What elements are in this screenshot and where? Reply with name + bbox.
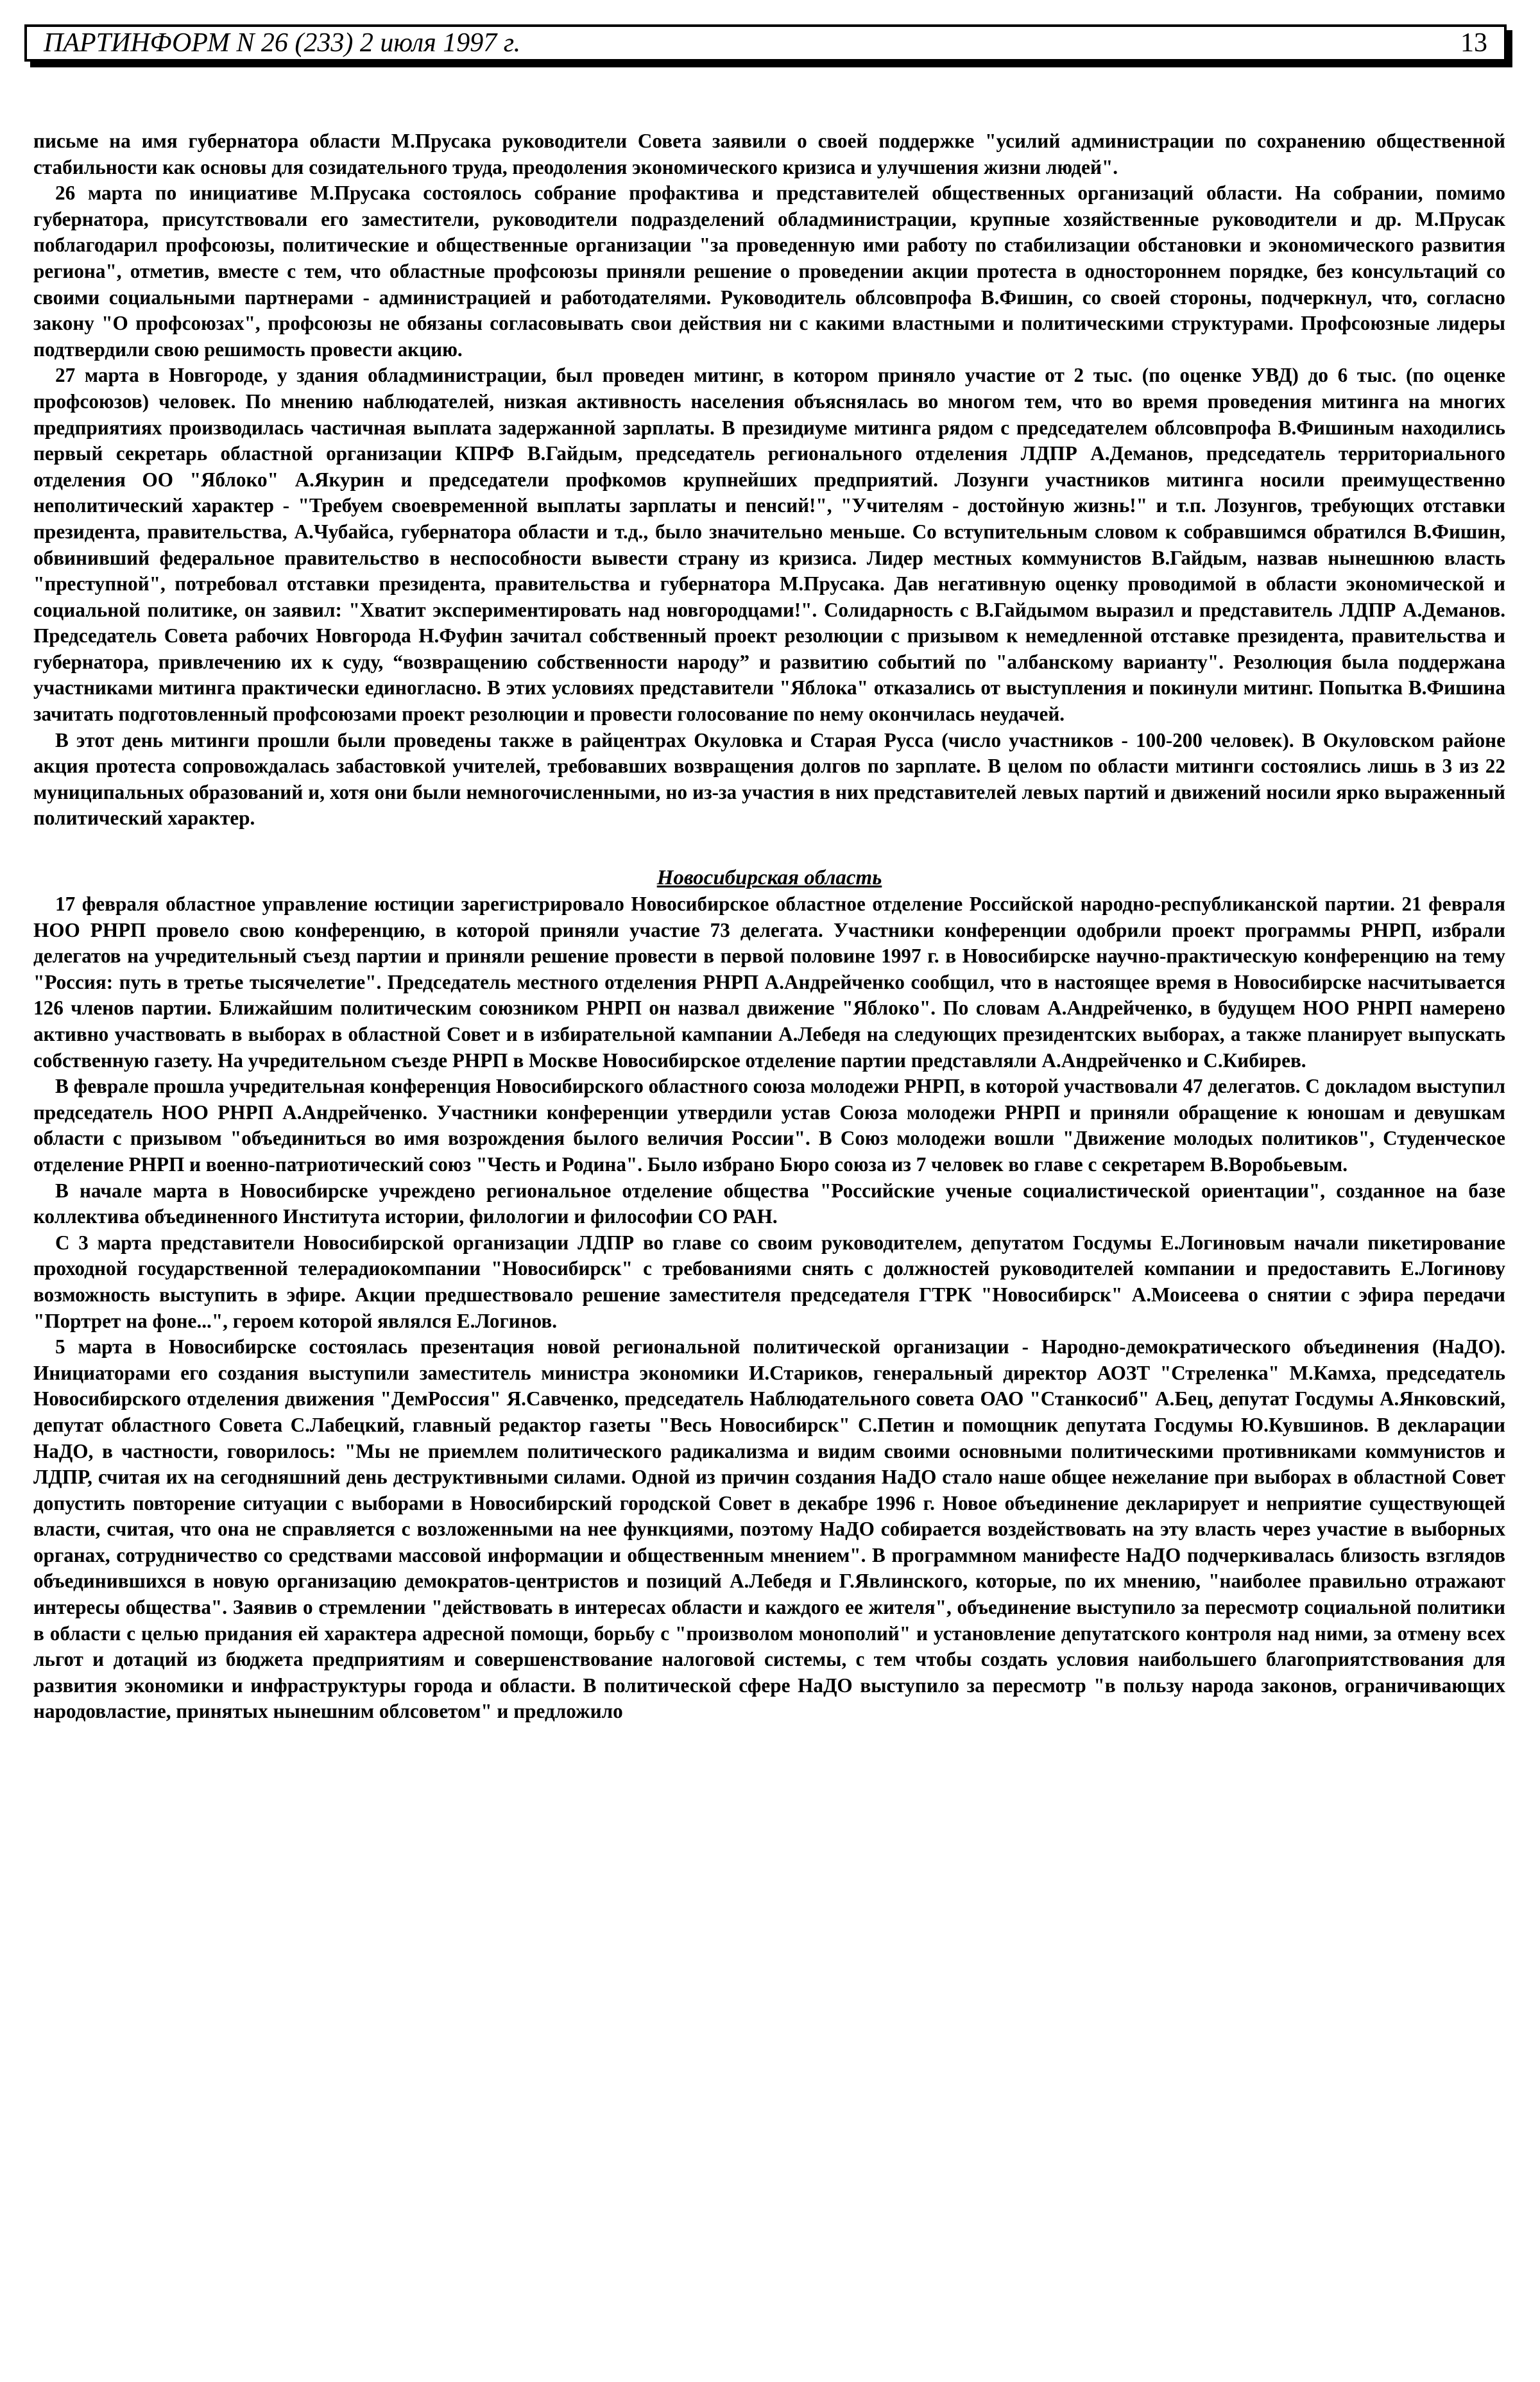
paragraph: письме на имя губернатора области М.Прусака руководители Совета заявили о своей поддержке "усилий администрации по сохранению общественной стабильности как основы для созидательного труда, преодоления экономического кризиса и улучшения жизни людей". [33, 130, 1505, 178]
paragraph: 17 февраля областное управление юстиции зарегистрировало Новосибирское областное отделение Российской народно-республиканской партии. 21 февраля НОО РНРП провело свою конференцию, в которой приняли участие 73 делегата. Участники конференции одобрили проект программы РНРП, избрали делегатов на учредительный съезд партии и приняли решение провести в первой половине 1997 г. в Новосибирске научно-практическую конференцию на тему "Россия: путь в третье тысячелетие". Председатель местного отделения РНРП А.Андрейченко сообщил, что в настоящее время в Новосибирске насчитывается 126 членов партии. Ближайшим политическим союзником РНРП он назвал движение "Яблоко". По словам А.Андрейченко, в будущем НОО РНРП намерено активно участвовать в выборах в областной Совет и в избирательной кампании А.Лебедя на следующих президентских выборах, а также планирует выпускать собственную газету. На учредительном съезде РНРП в Москве Новосибирское отделение партии представляли А.Андрейченко и С.Кибирев. [33, 893, 1505, 1072]
page-header [24, 24, 1507, 62]
article-body [33, 128, 1505, 1725]
paragraph: С 3 марта представители Новосибирской организации ЛДПР во главе со своим руководителем, депутатом Госдумы Е.Логиновым начали пикетирование проходной государственной телерадиокомпании "Новосибирск" с требованиями снять с должностей руководителей компании и предоставить Е.Логинову возможность выступить в эфире. Акции предшествовало решение заместителя председателя ГТРК "Новосибирск" А.Моисеева о снятии с эфира передачи "Портрет на фоне...", героем которой являлся Е.Логинов. [33, 1231, 1505, 1332]
paragraph: В этот день митинги прошли были проведены также в райцентрах Окуловка и Старая Русса (число участников - 100-200 человек). В Окуловском районе акция протеста сопровождалась забастовкой учителей, требовавших возвращения долгов по зарплате. В целом по области митинги состоялись лишь в 3 из 22 муниципальных образований и, хотя они были немногочисленными, но из-за участия в них представителей левых партий и движений носили ярко выраженный политический характер. [33, 728, 1505, 830]
header-title: ПАРТИНФОРМ N 26 (233) 2 июля 1997 г. [44, 28, 521, 58]
paragraph: В начале марта в Новосибирске учреждено региональное отделение общества "Российские ученые социалистической ориентации", созданное на базе коллектива объединенного Института истории, филологии и философии СО РАН. [33, 1179, 1505, 1228]
paragraph: В феврале прошла учредительная конференция Новосибирского областного союза молодежи РНРП, в которой участвовали 47 делегатов. С докладом выступил председатель НОО РНРП А.Андрейченко. Участники конференции утвердили устав Союза молодежи РНРП и приняли обращение к юношам и девушкам области с призывом "объединиться во имя возрождения былого величия России". В Союз молодежи вошли "Движение молодых политиков", Студенческое отделение РНРП и военно-патриотический союз "Честь и Родина". Было избрано Бюро союза из 7 человек во главе с секретарем В.Воробьевым. [33, 1075, 1505, 1176]
paragraph: 5 марта в Новосибирске состоялась презентация новой региональной политической организации - Народно-демократического объединения (НаДО). Инициаторами его создания выступили заместитель министра экономики И.Стариков, генеральный директор АОЗТ "Стреленка" М.Камха, председатель Новосибирского отделения движения "ДемРоссия" Я.Савченко, председатель Наблюдательного совета ОАО "Станкосиб" А.Бец, депутат Госдумы А.Янковский, депутат областного Совета С.Лабецкий, главный редактор газеты "Весь Новосибирск" С.Петин и помощник депутата Госдумы Ю.Кувшинов. В декларации НаДО, в частности, говорилось: "Мы не приемлем политического радикализма и видим своими основными политическими противниками коммунистов и ЛДПР, считая их на сегодняшний день деструктивными силами. Одной из причин создания НаДО стало наше общее нежелание при выборах в областной Совет допустить повторение ситуации с выборами в Новосибирский городской Совет в декабре 1996 г. Новое объединение декларирует и неприятие существующей власти, считая, что она не справляется с возложенными на нее функциями, поэтому НаДО собирается воздействовать на эту власть через участие в выборных органах, сотрудничество со средствами массовой информации и общественным мнением". В программном манифесте НаДО подчеркивалась близость взглядов объединившихся в новую организацию демократов-центристов и позиций А.Лебедя и Г.Явлинского, которые, по их мнению, "наиболее правильно отражают интересы общества". Заявив о стремлении "действовать в интересах области и каждого ее жителя", объединение выступило за пересмотр социальной политики в области с целью придания ей характера адресной помощи, борьбу с "произволом монополий" и установление депутатского контроля над ними, за отмену всех льгот и дотаций из бюджета предприятиям и совершенствование налоговой системы, с тем чтобы создать условия наибольшего благоприятствования для развития экономики и инфраструктуры города и области. В политической сфере НаДО выступило за пересмотр "в пользу народа законов, ограничивающих народовластие, принятых нынешним облсоветом" и предложило [33, 1335, 1505, 1723]
paragraph: 27 марта в Новгороде, у здания обладминистрации, был проведен митинг, в котором приняло участие от 2 тыс. (по оценке УВД) до 6 тыс. (по оценке профсоюзов) человек. По мнению наблюдателей, низкая активность населения объяснялась во многом тем, что во время проведения митинга на многих предприятиях производилась частичная выплата задержанной зарплаты. В президиуме митинга рядом с председателем облсовпрофа В.Фишиным находились первый секретарь областной организации КПРФ В.Гайдым, председатель регионального отделения ЛДПР А.Деманов, председатель территориального отделения ОО "Яблоко" А.Якурин и председатели профкомов крупнейших предприятий. Лозунги участников митинга носили преимущественно неполитический характер - "Требуем своевременной выплаты зарплаты и пенсий!", "Учителям - достойную жизнь!" и т.п. Лозунгов, требующих отставки президента, правительства, А.Чубайса, губернатора области и т.д., было значительно меньше. Со вступительным словом к собравшимся обратился В.Фишин, обвинивший федеральное правительство в неспособности вывести страну из кризиса. Лидер местных коммунистов В.Гайдым, назвав нынешнюю власть "преступной", потребовал отставки президента, правительства и губернатора М.Прусака. Дав негативную оценку проводимой в области экономической и социальной политике, он заявил: "Хватит экспериментировать над новгородцами!". Солидарность с В.Гайдымом выразил и представитель ЛДПР А.Деманов. Председатель Совета рабочих Новгорода Н.Фуфин зачитал собственный проект резолюции с призывом к немедленной отставке президента, правительства и губернатора, привлечению их к суду, “возвращению собственности народу” и развитию событий по "албанскому варианту". Резолюция была поддержана участниками митинга практически единогласно. В этих условиях представители "Яблока" отказались от выступления и покинули митинг. Попытка В.Фишина зачитать подготовленный профсоюзами проект резолюции и провести голосование по нему окончилась неудачей. [33, 364, 1505, 726]
paragraph: 26 марта по инициативе М.Прусака состоялось собрание профактива и представителей общественных организаций области. На собрании, помимо губернатора, присутствовали его заместители, руководители подразделений обладминистрации, крупные хозяйственные руководители и др. М.Прусак поблагодарил профсоюзы, политические и общественные организации "за проведенную ими работу по стабилизации обстановки и экономического развития региона", отметив, вместе с тем, что областные профсоюзы приняли решение о проведении акции протеста в одностороннем порядке, без консультаций со своими социальными партнерами - администрацией и работодателями. Руководитель облсовпрофа В.Фишин, со своей стороны, подчеркнул, что, согласно закону "О профсоюзах", профсоюзы не обязаны согласовывать свои действия ни с какими властными и политическими структурами. Профсоюзные лидеры подтвердили свою решимость провести акцию. [33, 182, 1505, 361]
page-number: 13 [1460, 28, 1487, 58]
section-heading: Новосибирская область [656, 866, 882, 890]
